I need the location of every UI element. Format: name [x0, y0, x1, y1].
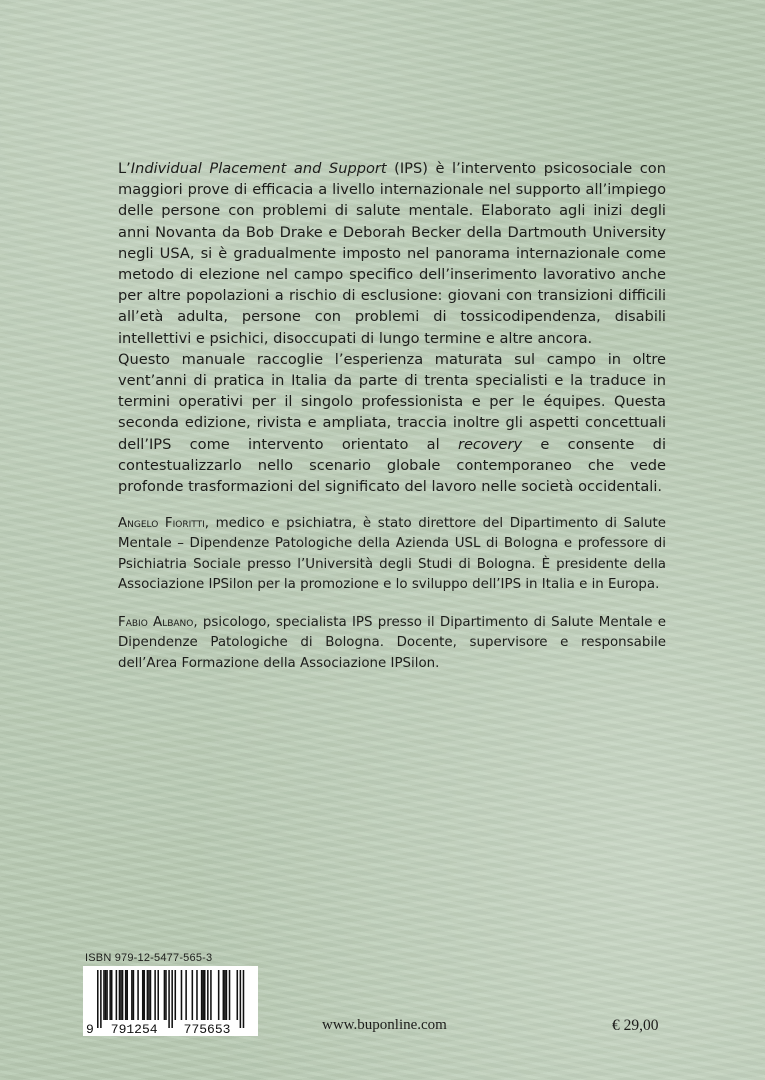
barcode-digits-text: 775653	[183, 1022, 231, 1036]
barcode-bar	[126, 970, 128, 1020]
blurb-paragraph-1: L’Individual Placement and Support (IPS) è l’intervento psicosociale con maggiori prove di efficacia a livello internazionale nel supporto all’impiego delle persone con problemi di salute mentale. Elaborato agli inizi degli anni Novanta da Bob Drake e Deborah Becker della Dartmouth University negli USA, si è gradualmente imposto nel panorama internazionale come metodo di elezione nel campo specifico dell’inserimento lavorativo anche per altre popolazioni a rischio di esclusione: giovani con transizioni difficili all’età adulta, persone con problemi di tossicodipendenza, disabili intellettivi e psichici, disoccupati di lungo termine e altre ancora.	[118, 160, 666, 347]
barcode-bar	[154, 970, 156, 1020]
barcode-bar	[240, 970, 242, 1028]
barcode-bar	[142, 970, 144, 1020]
publisher-website: www.buponline.com	[322, 1017, 447, 1033]
barcode-bar	[210, 970, 212, 1020]
author-bio-1	[118, 514, 666, 595]
isbn-block	[83, 952, 258, 1036]
barcode-bar	[116, 970, 118, 1020]
barcode-bar	[192, 970, 194, 1020]
barcode-bar	[147, 970, 149, 1020]
barcode-bar	[202, 970, 204, 1020]
barcode-bar	[165, 970, 167, 1020]
barcode-bar	[120, 970, 122, 1020]
barcode-bar	[164, 970, 166, 1020]
barcode-bar	[201, 970, 203, 1020]
barcode-bar	[137, 970, 139, 1020]
barcode-bar	[168, 970, 170, 1028]
barcode-bar	[148, 970, 150, 1020]
barcode-digits-text: 791254	[110, 1022, 158, 1036]
barcode-bar	[111, 970, 113, 1020]
barcode-bar	[204, 970, 206, 1020]
emphasis-recovery: recovery	[457, 435, 523, 453]
barcode-bar	[181, 970, 183, 1020]
barcode-bar	[109, 970, 111, 1020]
barcode-bar	[229, 970, 231, 1020]
barcode-bar	[224, 970, 226, 1020]
author-bio-text: , medico e psichiatra, è stato direttore del Dipartimento di Salute Mentale – Dipendenze Patologiche della Azienda USL di Bologna e professore di Psichiatria Sociale presso l’Università degli Studi di Bologna. È presidente della Associazione IPSilon per la promozione e lo sviluppo dell’IPS in Italia e in Europa.	[118, 516, 666, 592]
barcode-bar	[133, 970, 135, 1020]
barcode-bar	[122, 970, 124, 1020]
barcode-bar	[243, 970, 245, 1028]
author-bio-text: , psicologo, specialista IPS presso il Dipartimento di Salute Mentale e Dipendenze Patologiche di Bologna. Docente, supervisore e responsabile dell’Area Formazione della Associazione IPSilon.	[118, 615, 666, 671]
barcode-bar	[119, 970, 121, 1020]
barcode-bar	[125, 970, 127, 1020]
author-bio-2	[118, 613, 666, 674]
barcode-bar	[103, 970, 105, 1020]
barcode-bar	[175, 970, 177, 1020]
barcode-bar	[226, 970, 228, 1020]
barcode-bar	[185, 970, 187, 1020]
barcode-bar	[171, 970, 173, 1028]
barcode-image	[83, 966, 258, 1036]
isbn-label: ISBN 979-12-5477-565-3	[85, 952, 213, 964]
barcode-digits-text: 9	[86, 1022, 94, 1036]
author-name: Angelo Fioritti	[118, 516, 205, 531]
back-cover-blurb	[118, 158, 666, 497]
price-label: € 29,00	[612, 1017, 659, 1034]
barcode-bar	[106, 970, 108, 1020]
barcode-bar	[97, 970, 99, 1028]
barcode-bar	[196, 970, 198, 1020]
emphasis-ips-title: Individual Placement and Support	[130, 160, 387, 177]
barcode-bar	[105, 970, 107, 1020]
barcode-bar	[218, 970, 220, 1020]
barcode-bar	[100, 970, 102, 1028]
barcode-bar	[157, 970, 159, 1020]
author-name: Fabio Albano	[118, 615, 194, 630]
barcode-bar	[223, 970, 225, 1020]
blurb-paragraph-2: Questo manuale raccoglie l’esperienza maturata sul campo in oltre vent’anni di pratica in Italia da parte di trenta specialisti e la traduce in termini operativi per il singolo professionista e per le équipes. Questa seconda edizione, rivista e ampliata, traccia inoltre gli aspetti concettuali dell’IPS come intervento orientato al recovery e consente di contestualizzarlo nello scenario globale contemporaneo che vede profonde trasformazioni del significato del lavoro nelle società occidentali.	[118, 350, 667, 496]
barcode-bar	[237, 970, 239, 1020]
barcode-bar	[144, 970, 146, 1020]
barcode-bar	[207, 970, 209, 1020]
barcode-bar	[150, 970, 152, 1020]
barcode-bar	[131, 970, 133, 1020]
